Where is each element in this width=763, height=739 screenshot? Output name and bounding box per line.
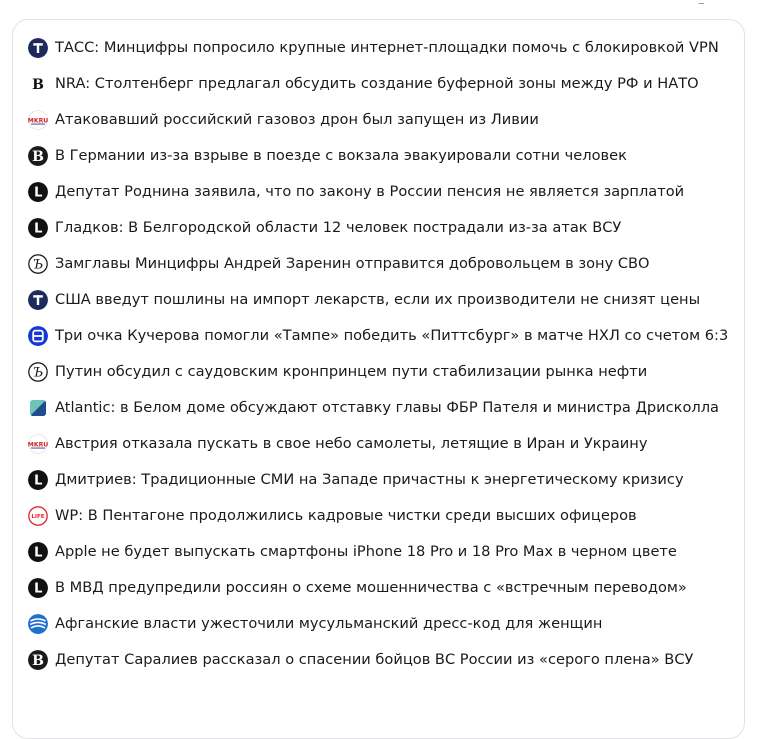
news-title[interactable]: В Германии из-за взрыве в поезде с вокзала эвакуировали сотни человек bbox=[55, 147, 627, 164]
news-item[interactable] bbox=[28, 174, 744, 210]
news-title[interactable]: Депутат Роднина заявила, что по закону в России пенсия не является зарплатой bbox=[55, 183, 685, 200]
tass-icon bbox=[28, 290, 48, 310]
svg-text:L: L bbox=[34, 221, 43, 237]
sport-icon bbox=[28, 326, 48, 346]
news-title[interactable]: Три очка Кучерова помогли «Тампе» победить «Питтсбург» в матче НХЛ со счетом 6:3 bbox=[55, 327, 729, 344]
nra-icon bbox=[28, 74, 48, 94]
news-item[interactable] bbox=[28, 642, 744, 678]
kommersant-icon bbox=[28, 254, 48, 274]
news-item[interactable] bbox=[28, 606, 744, 642]
news-item[interactable] bbox=[28, 498, 744, 534]
news-title[interactable]: Дмитриев: Традиционные СМИ на Западе причастны к энергетическому кризису bbox=[55, 471, 684, 488]
svg-text:L: L bbox=[34, 581, 43, 597]
news-item[interactable] bbox=[28, 570, 744, 606]
news-title[interactable]: Apple не будет выпускать смартфоны iPhone 18 Pro и 18 Pro Max в черном цвете bbox=[55, 543, 677, 560]
news-title[interactable]: В МВД предупредили россиян о схеме мошенничества с «встречным переводом» bbox=[55, 579, 687, 596]
news-item[interactable] bbox=[28, 462, 744, 498]
svg-text:Ъ: Ъ bbox=[32, 365, 44, 381]
lenta-icon bbox=[28, 218, 48, 238]
news-title[interactable]: Путин обсудил с саудовским кронпринцем пути стабилизации рынка нефти bbox=[55, 363, 648, 380]
mk-icon bbox=[28, 110, 48, 130]
svg-text:L: L bbox=[34, 545, 43, 561]
inosmi-icon bbox=[28, 398, 48, 418]
news-title[interactable]: Atlantic: в Белом доме обсуждают отставку главы ФБР Пателя и министра Дрисколла bbox=[55, 399, 720, 416]
news-item[interactable] bbox=[28, 246, 744, 282]
news-item[interactable] bbox=[28, 210, 744, 246]
news-item[interactable] bbox=[28, 102, 744, 138]
news-item[interactable] bbox=[28, 30, 744, 66]
news-item[interactable] bbox=[28, 318, 744, 354]
news-item[interactable] bbox=[28, 354, 744, 390]
news-title[interactable]: Замглавы Минцифры Андрей Заренин отправится добровольцем в зону СВО bbox=[55, 255, 650, 272]
news-item[interactable] bbox=[28, 66, 744, 102]
lenta-icon bbox=[28, 542, 48, 562]
svg-text:L: L bbox=[34, 473, 43, 489]
news-item[interactable] bbox=[28, 534, 744, 570]
lenta-icon bbox=[28, 182, 48, 202]
kommersant-icon bbox=[28, 362, 48, 382]
news-title[interactable]: WP: В Пентагоне продолжились кадровые чистки среди высших офицеров bbox=[55, 507, 637, 524]
lenta-icon bbox=[28, 470, 48, 490]
svg-text:B: B bbox=[32, 653, 44, 669]
svg-text:MKRU: MKRU bbox=[28, 117, 48, 125]
svg-text:Ъ: Ъ bbox=[32, 257, 44, 273]
news-title[interactable]: Афганские власти ужесточили мусульманский дресс-код для женщин bbox=[55, 615, 603, 632]
news-title[interactable]: Депутат Саралиев рассказал о спасении бойцов ВС России из «серого плена» ВСУ bbox=[55, 651, 694, 668]
news-card bbox=[12, 19, 745, 739]
ria-icon bbox=[28, 614, 48, 634]
news-title[interactable]: Австрия отказала пускать в свое небо самолеты, летящие в Иран и Украину bbox=[55, 435, 648, 452]
svg-text:B: B bbox=[32, 77, 44, 93]
news-title[interactable]: ТАСС: Минцифры попросило крупные интернет-площадки помочь с блокировкой VPN bbox=[55, 39, 719, 56]
news-title[interactable]: NRA: Столтенберг предлагал обсудить создание буферной зоны между РФ и НАТО bbox=[55, 75, 699, 92]
svg-text:L: L bbox=[34, 185, 43, 201]
tass-icon bbox=[28, 38, 48, 58]
svg-text:LIFE: LIFE bbox=[31, 514, 45, 521]
vedomosti-icon bbox=[28, 146, 48, 166]
lenta-icon bbox=[28, 578, 48, 598]
news-item[interactable] bbox=[28, 282, 744, 318]
news-title[interactable]: Гладков: В Белгородской области 12 человек пострадали из-за атак ВСУ bbox=[55, 219, 622, 236]
vedomosti-icon bbox=[28, 650, 48, 670]
news-list bbox=[28, 30, 744, 678]
svg-text:MKRU: MKRU bbox=[28, 441, 48, 449]
life-icon bbox=[28, 506, 48, 526]
mk-icon bbox=[28, 434, 48, 454]
news-item[interactable] bbox=[28, 390, 744, 426]
svg-text:B: B bbox=[32, 149, 44, 165]
news-item[interactable] bbox=[28, 138, 744, 174]
news-title[interactable]: Атаковавший российский газовоз дрон был запущен из Ливии bbox=[55, 111, 539, 128]
news-item[interactable] bbox=[28, 426, 744, 462]
news-title[interactable]: США введут пошлины на импорт лекарств, если их производители не снизят цены bbox=[55, 291, 701, 308]
corner-caret-icon bbox=[698, 0, 706, 4]
